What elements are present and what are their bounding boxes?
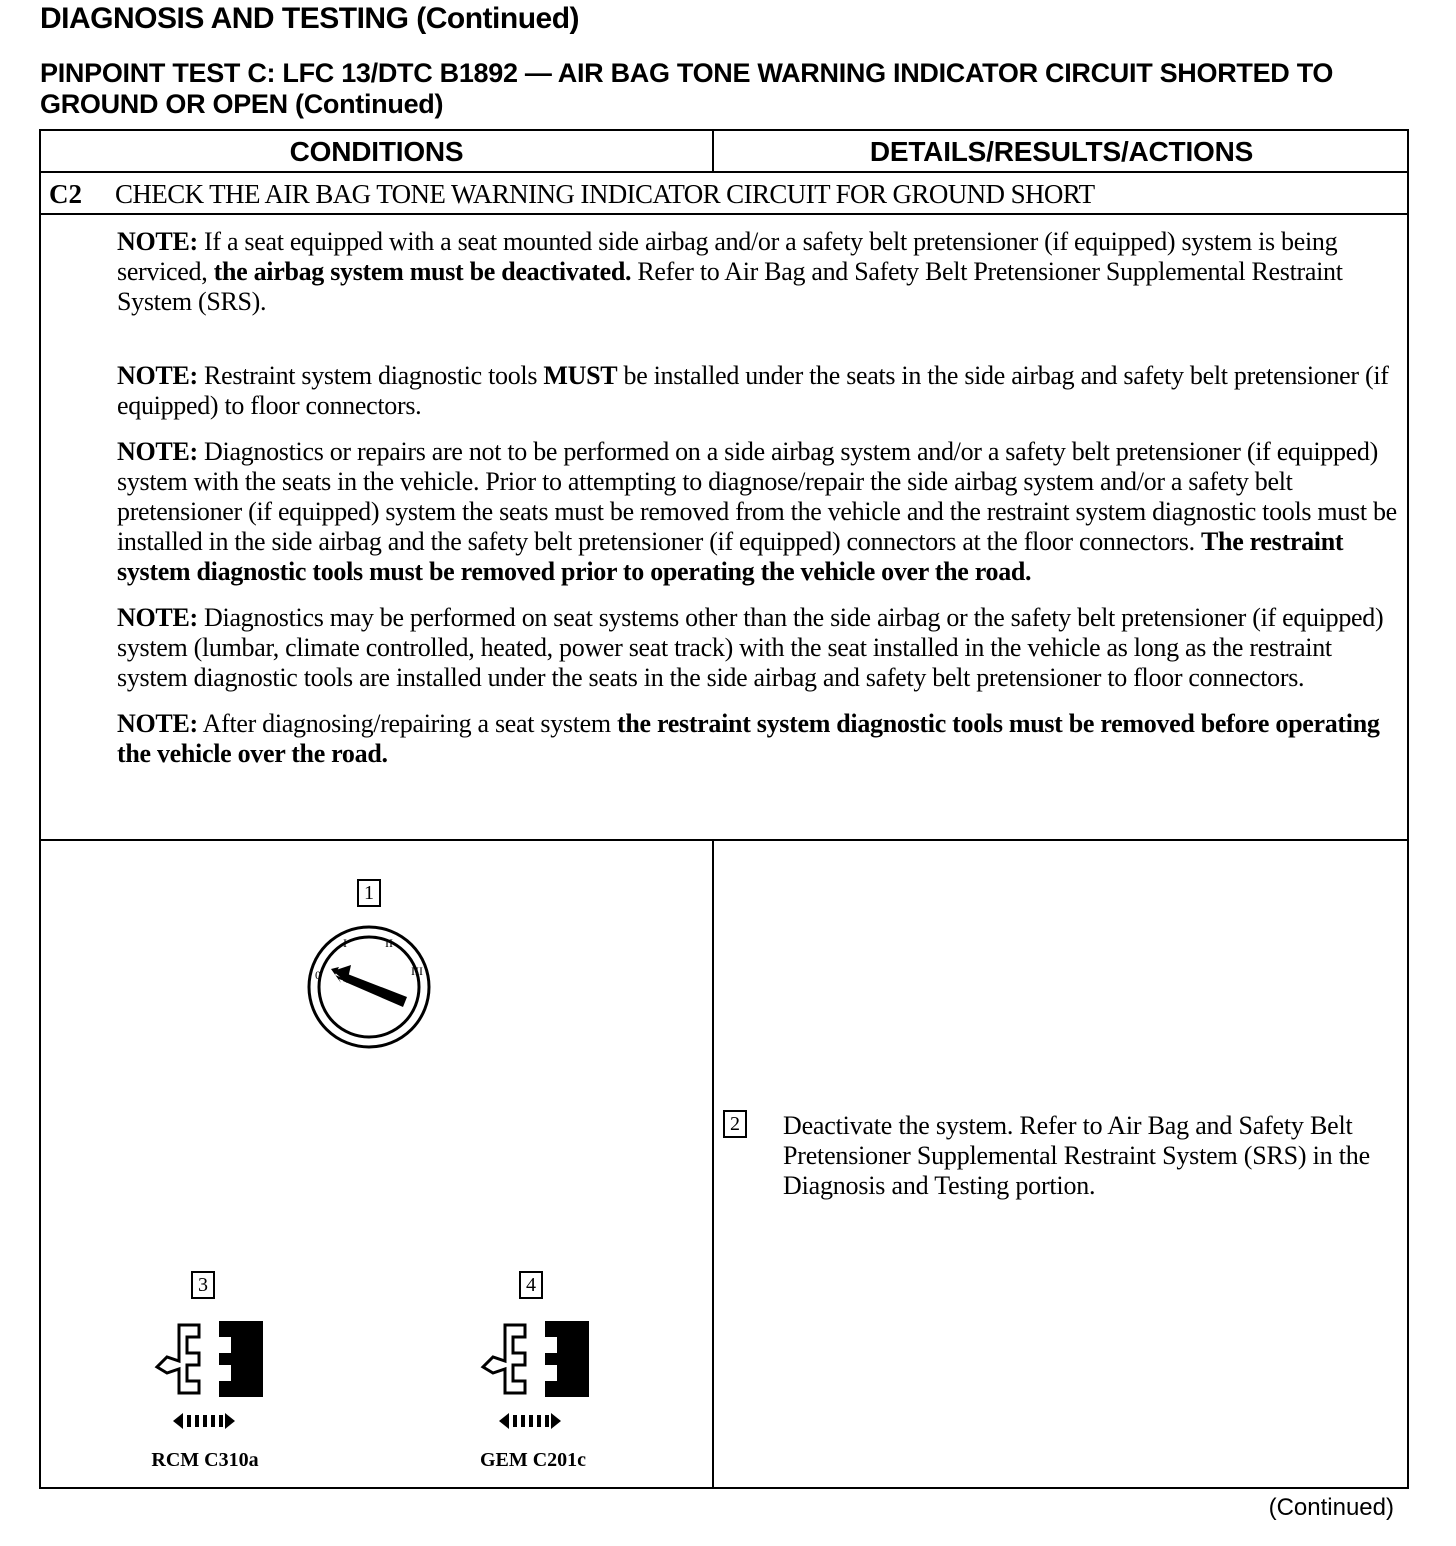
pinpoint-test-table [39, 129, 1409, 1489]
note-label: NOTE: [117, 709, 198, 738]
note-text: Restraint system diagnostic tools [197, 361, 544, 390]
connector-gem-label: GEM C201c [479, 1449, 587, 1471]
note-emphasis: MUST [543, 361, 618, 390]
note-emphasis: the airbag system must be deactivated. [213, 257, 632, 286]
test-heading: PINPOINT TEST C: LFC 13/DTC B1892 — AIR BAG TONE WARNING INDICATOR CIRCUIT SHORTED TO GROUND OR OPEN (Continued) [40, 58, 1334, 119]
note-paragraph [117, 361, 1407, 421]
note-emphasis: The restraint system diagnostic tools must be removed prior to operating the vehicle over the road. [117, 527, 1344, 586]
note-text: Diagnostics may be performed on seat systems other than the side airbag or the safety belt pretensioner (if equipped) system (lumbar, climate controlled, heated, power seat track) with the seat installed in the vehicle as long as the restraint system diagnostic tools are installed under the seats in the side airbag and safety belt pretensioner to floor connectors. [117, 603, 1384, 692]
note-paragraph [117, 227, 1407, 317]
ignition-pos-3: III [411, 964, 423, 978]
note-paragraph [117, 603, 1407, 693]
details-header: DETAILS/RESULTS/ACTIONS [714, 131, 1409, 173]
connector-gem-icon [465, 1317, 595, 1437]
step-row [41, 173, 1407, 215]
note-label: NOTE: [117, 361, 198, 390]
note-text: be installed under the seats in the side airbag and safety belt pretensioner (if equipped) to floor connectors. [117, 361, 1389, 420]
connector-rcm-icon [139, 1317, 269, 1437]
callout-1: 1 [357, 879, 381, 907]
ignition-pos-2: II [385, 936, 393, 950]
note-label: NOTE: [117, 227, 198, 256]
notes-section [117, 227, 1407, 785]
note-label: NOTE: [117, 437, 198, 466]
note-paragraph [117, 437, 1407, 587]
callout-3: 3 [191, 1271, 215, 1299]
connector-rcm-label: RCM C310a [151, 1449, 259, 1471]
ignition-pos-0: 0 [315, 968, 321, 982]
note-text: After diagnosing/repairing a seat system [197, 709, 618, 738]
note-text: Diagnostics or repairs are not to be performed on a side airbag system and/or a safety belt pretensioner (if equipped) system with the seats in the vehicle. Prior to attempting to diagnose/repair the side airbag system and/or a safety belt pretensioner (if equipped) system the seats must be removed from the vehicle and the restraint system diagnostic tools must be installed in the side airbag and the safety belt pretensioner (if equipped) connectors at the floor connectors. [117, 437, 1397, 556]
note-label: NOTE: [117, 603, 198, 632]
continued-footer: (Continued) [1268, 1494, 1394, 1521]
action-text: Deactivate the system. Refer to Air Bag and Safety Belt Pretensioner Supplemental Restraint System (SRS) in the Diagnosis and Testing portion. [783, 1111, 1370, 1200]
section-divider [41, 839, 1407, 841]
step-number: C2 [49, 179, 82, 209]
page-title: DIAGNOSIS AND TESTING (Continued) [40, 2, 580, 35]
column-divider [712, 839, 714, 1489]
ignition-switch-icon [305, 921, 435, 1051]
conditions-header: CONDITIONS [41, 131, 714, 173]
note-text: Refer to Air Bag and Safety Belt Pretensioner Supplemental Restraint System (SRS). [117, 257, 1343, 316]
note-emphasis: the restraint system diagnostic tools must be removed before operating the vehicle over the road. [117, 709, 1380, 768]
ignition-pos-1: I [343, 936, 347, 950]
callout-4: 4 [519, 1271, 543, 1299]
note-text: If a seat equipped with a seat mounted side airbag and/or a safety belt pretensioner (if equipped) system is being serviced, [117, 227, 1338, 286]
step-title: CHECK THE AIR BAG TONE WARNING INDICATOR CIRCUIT FOR GROUND SHORT [115, 179, 1095, 209]
note-paragraph [117, 709, 1407, 769]
callout-2: 2 [723, 1110, 747, 1138]
